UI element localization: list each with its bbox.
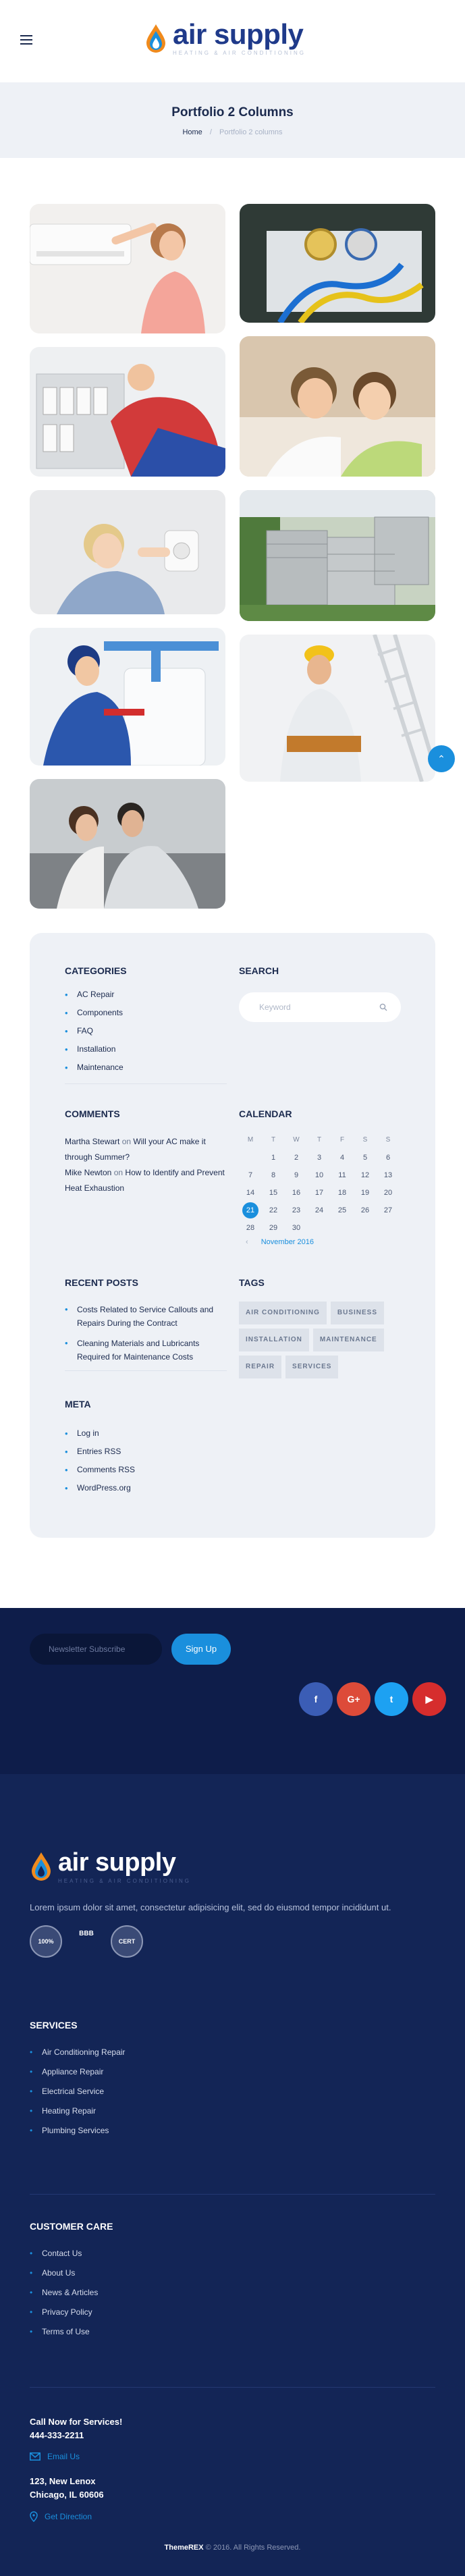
calendar-day: 28 [246, 1224, 255, 1232]
portfolio-item-hvac-gauges[interactable] [240, 204, 435, 323]
portfolio-item-ac-condensers[interactable] [240, 490, 435, 621]
calendar-weekday-row [239, 1131, 401, 1149]
widget-title: SEARCH [239, 965, 279, 976]
footer-care-link[interactable]: • Terms of Use [30, 2322, 113, 2342]
widget-tags [239, 1277, 401, 1378]
portfolio-item-family[interactable] [240, 336, 435, 477]
portfolio-grid [0, 158, 465, 933]
calendar-weekday: T [271, 1136, 276, 1144]
portfolio-item-thermostat[interactable] [30, 490, 225, 614]
search-placeholder: Keyword [259, 1002, 291, 1012]
social-links [299, 1682, 446, 1716]
site-header [0, 0, 465, 82]
facebook-icon[interactable]: f [299, 1682, 333, 1716]
calendar-day: 20 [383, 1189, 393, 1197]
calendar-day: 6 [385, 1154, 391, 1162]
google-plus-icon[interactable]: G+ [337, 1682, 371, 1716]
calendar-day: 17 [314, 1189, 324, 1197]
calendar-week-row [239, 1202, 401, 1219]
comment-author[interactable]: Martha Stewart [65, 1137, 120, 1146]
calendar-day: 8 [271, 1171, 276, 1179]
widget-title: CALENDAR [239, 1108, 292, 1119]
tag-link[interactable]: MAINTENANCE [313, 1329, 384, 1351]
envelope-icon [30, 2452, 40, 2461]
newsletter-band [0, 1608, 465, 1774]
calendar-day: 3 [317, 1154, 322, 1162]
footer-care-link[interactable]: • Privacy Policy [30, 2303, 113, 2322]
satisfaction-badge: 100% [30, 1925, 62, 1958]
footer-service-link[interactable]: • Appliance Repair [30, 2062, 125, 2082]
tag-link[interactable]: AIR CONDITIONING [239, 1302, 327, 1324]
calendar-month-link[interactable]: November 2016 [261, 1238, 314, 1246]
portfolio-item-electrical-panel[interactable] [30, 347, 225, 477]
footer-service-link[interactable]: • Air Conditioning Repair [30, 2043, 125, 2062]
calendar-day: 25 [337, 1206, 347, 1214]
calendar-grid [239, 1131, 401, 1237]
footer-care-link[interactable]: • News & Articles [30, 2283, 113, 2303]
search-icon[interactable] [379, 1003, 387, 1011]
calendar-day [239, 1149, 262, 1166]
site-logo[interactable] [144, 20, 306, 56]
calendar-day: 1 [271, 1154, 276, 1162]
comment-author[interactable]: Mike Newton [65, 1168, 112, 1177]
calendar-day: 5 [362, 1154, 368, 1162]
footer-section-title: SERVICES [30, 2020, 78, 2031]
site-footer [0, 1774, 465, 2576]
calendar-day: 15 [269, 1189, 278, 1197]
email-us-link[interactable] [30, 2452, 80, 2461]
calendar-day: 16 [292, 1189, 301, 1197]
footer-section-title: CUSTOMER CARE [30, 2221, 113, 2232]
calendar-day [239, 1202, 262, 1219]
footer-brand-tagline: HEATING & AIR CONDITIONING [58, 1878, 191, 1884]
category-link[interactable]: • Installation [65, 1040, 227, 1058]
footer-divider [30, 2194, 435, 2195]
sidebar-widgets [30, 933, 435, 1538]
email-us-label: Email Us [47, 2452, 80, 2461]
calendar-weekday: W [293, 1136, 300, 1144]
copyright [0, 2544, 465, 2552]
comment-entry [65, 1134, 227, 1165]
widget-title: TAGS [239, 1277, 265, 1288]
calendar-day: 30 [292, 1224, 301, 1232]
footer-service-link[interactable]: • Plumbing Services [30, 2121, 125, 2141]
search-input[interactable] [239, 992, 401, 1022]
footer-logo[interactable] [30, 1848, 191, 1884]
flame-drop-icon [144, 23, 167, 54]
breadcrumb-current: Portfolio 2 columns [219, 128, 283, 136]
calendar-day: 7 [248, 1171, 253, 1179]
flame-drop-icon [30, 1851, 53, 1882]
tag-cloud [239, 1302, 401, 1378]
footer-brand-name: air supply [58, 1848, 176, 1877]
chevron-up-icon: ⌃ [437, 753, 445, 764]
calendar-day: 9 [294, 1171, 299, 1179]
calendar-day: 14 [246, 1189, 255, 1197]
calendar-day: 29 [269, 1224, 278, 1232]
calendar-weekday: F [339, 1136, 345, 1144]
calendar-week-row [239, 1149, 401, 1166]
phone-number[interactable]: 444-333-2211 [30, 2430, 84, 2440]
call-title: Call Now for Services! [30, 2417, 123, 2427]
calendar-day: 10 [314, 1171, 324, 1179]
footer-service-link[interactable]: • Heating Repair [30, 2101, 125, 2121]
calendar-day: 26 [360, 1206, 370, 1214]
comment-on: on [121, 1137, 132, 1146]
footer-about-text: Lorem ipsum dolor sit amet, consectetur adipisicing elit, sed do eiusmod tempor incididunt ut. [30, 1902, 391, 1912]
widget-title: RECENT POSTS [65, 1277, 138, 1288]
calendar-day: 18 [337, 1189, 347, 1197]
category-link[interactable]: • Components [65, 1004, 227, 1022]
address-line: Chicago, IL 60606 [30, 2490, 104, 2500]
widget-comments [65, 1108, 227, 1196]
trust-badges [30, 1925, 143, 1958]
portfolio-item-worker-ladder[interactable] [240, 635, 435, 782]
portfolio-item-couple-sofa[interactable] [30, 779, 225, 909]
calendar-weekday: M [247, 1136, 254, 1144]
calendar-day: 2 [294, 1154, 299, 1162]
calendar-prev-icon[interactable]: ‹ [246, 1238, 248, 1246]
bbb-badge: BBB [79, 1930, 94, 1937]
recent-post-link[interactable]: • Costs Related to Service Callouts and Repairs During the Contract [65, 1303, 227, 1330]
calendar-weekday: S [385, 1136, 391, 1144]
tag-link[interactable]: SERVICES [285, 1356, 338, 1378]
meta-link[interactable]: • WordPress.org [65, 1479, 227, 1497]
category-link[interactable]: • AC Repair [65, 986, 227, 1004]
widget-search [239, 965, 401, 1022]
widget-categories [65, 965, 227, 1084]
widget-meta [65, 1399, 227, 1497]
footer-services [30, 2020, 125, 2141]
footer-service-link[interactable]: • Electrical Service [30, 2082, 125, 2101]
footer-call-block [30, 2415, 122, 2442]
map-pin-icon [30, 2511, 38, 2522]
category-link[interactable]: • Maintenance [65, 1058, 227, 1077]
youtube-icon[interactable]: ▶ [412, 1682, 446, 1716]
calendar-week-row [239, 1219, 401, 1237]
calendar-day: 23 [292, 1206, 301, 1214]
widget-title: META [65, 1399, 91, 1410]
calendar-week-row [239, 1166, 401, 1184]
calendar-day [331, 1219, 354, 1237]
widget-title: COMMENTS [65, 1108, 120, 1119]
tag-link[interactable]: REPAIR [239, 1356, 281, 1378]
widget-recent-posts [65, 1277, 227, 1371]
copyright-text: © 2016. All Rights Reserved. [205, 2544, 301, 2552]
calendar-weekday: T [317, 1136, 322, 1144]
meta-link[interactable]: • Entries RSS [65, 1443, 227, 1461]
calendar-day: 19 [360, 1189, 370, 1197]
calendar-day: 12 [360, 1171, 370, 1179]
footer-address [30, 2475, 104, 2502]
calendar-weekday: S [362, 1136, 368, 1144]
footer-care-link[interactable]: • About Us [30, 2263, 113, 2283]
sign-up-button[interactable]: Sign Up [171, 1634, 231, 1665]
page-title: Portfolio 2 Columns [171, 105, 294, 119]
meta-link[interactable]: • Comments RSS [65, 1461, 227, 1479]
calendar-day: 27 [383, 1206, 393, 1214]
tag-link[interactable]: BUSINESS [331, 1302, 384, 1324]
calendar-day: 4 [339, 1154, 345, 1162]
get-direction-link[interactable] [30, 2511, 92, 2522]
widget-divider [65, 1370, 227, 1371]
calendar-nav [239, 1238, 401, 1246]
brand-name: air supply [173, 18, 304, 50]
breadcrumb [0, 128, 465, 136]
widget-title: CATEGORIES [65, 965, 127, 976]
widget-divider [65, 1083, 227, 1084]
get-direction-label: Get Direction [45, 2512, 92, 2521]
tag-link[interactable]: INSTALLATION [239, 1329, 309, 1351]
calendar-day: 11 [338, 1171, 346, 1179]
brand-tagline: HEATING & AIR CONDITIONING [173, 50, 306, 56]
calendar-day [377, 1219, 400, 1237]
category-link[interactable]: • FAQ [65, 1022, 227, 1040]
certified-badge: CERT [111, 1925, 143, 1958]
breadcrumb-separator: / [209, 128, 212, 136]
calendar-day [308, 1219, 331, 1237]
portfolio-item-plumber[interactable] [30, 628, 225, 766]
calendar-today[interactable]: 21 [242, 1202, 258, 1218]
calendar-day [354, 1219, 377, 1237]
scroll-to-top-button[interactable] [428, 745, 455, 772]
copyright-brand[interactable]: ThemeREX [164, 2544, 204, 2552]
widget-calendar [239, 1108, 401, 1246]
newsletter-email-input[interactable]: Newsletter Subscribe [30, 1634, 162, 1665]
comment-post-link[interactable]: Will your AC make it through Summer? [65, 1137, 206, 1162]
page-title-bar [0, 82, 465, 158]
calendar-day: 24 [314, 1206, 324, 1214]
footer-customer-care [30, 2221, 113, 2342]
calendar-week-row [239, 1184, 401, 1202]
meta-link[interactable]: • Log in [65, 1424, 227, 1443]
recent-post-link[interactable]: • Cleaning Materials and Lubricants Required for Maintenance Costs [65, 1337, 227, 1364]
calendar-day: 22 [269, 1206, 278, 1214]
hamburger-menu-icon[interactable] [20, 35, 32, 47]
comment-entry [65, 1165, 227, 1196]
comment-post-link[interactable]: How to Identify and Prevent Heat Exhaustion [65, 1168, 225, 1193]
calendar-day: 13 [383, 1171, 393, 1179]
footer-care-link[interactable]: • Contact Us [30, 2244, 113, 2263]
comment-on: on [113, 1168, 124, 1177]
twitter-icon[interactable]: t [375, 1682, 408, 1716]
address-line: 123, New Lenox [30, 2476, 96, 2486]
portfolio-item-ac-woman[interactable] [30, 204, 225, 333]
breadcrumb-home-link[interactable]: Home [182, 128, 202, 136]
footer-divider [30, 2387, 435, 2388]
